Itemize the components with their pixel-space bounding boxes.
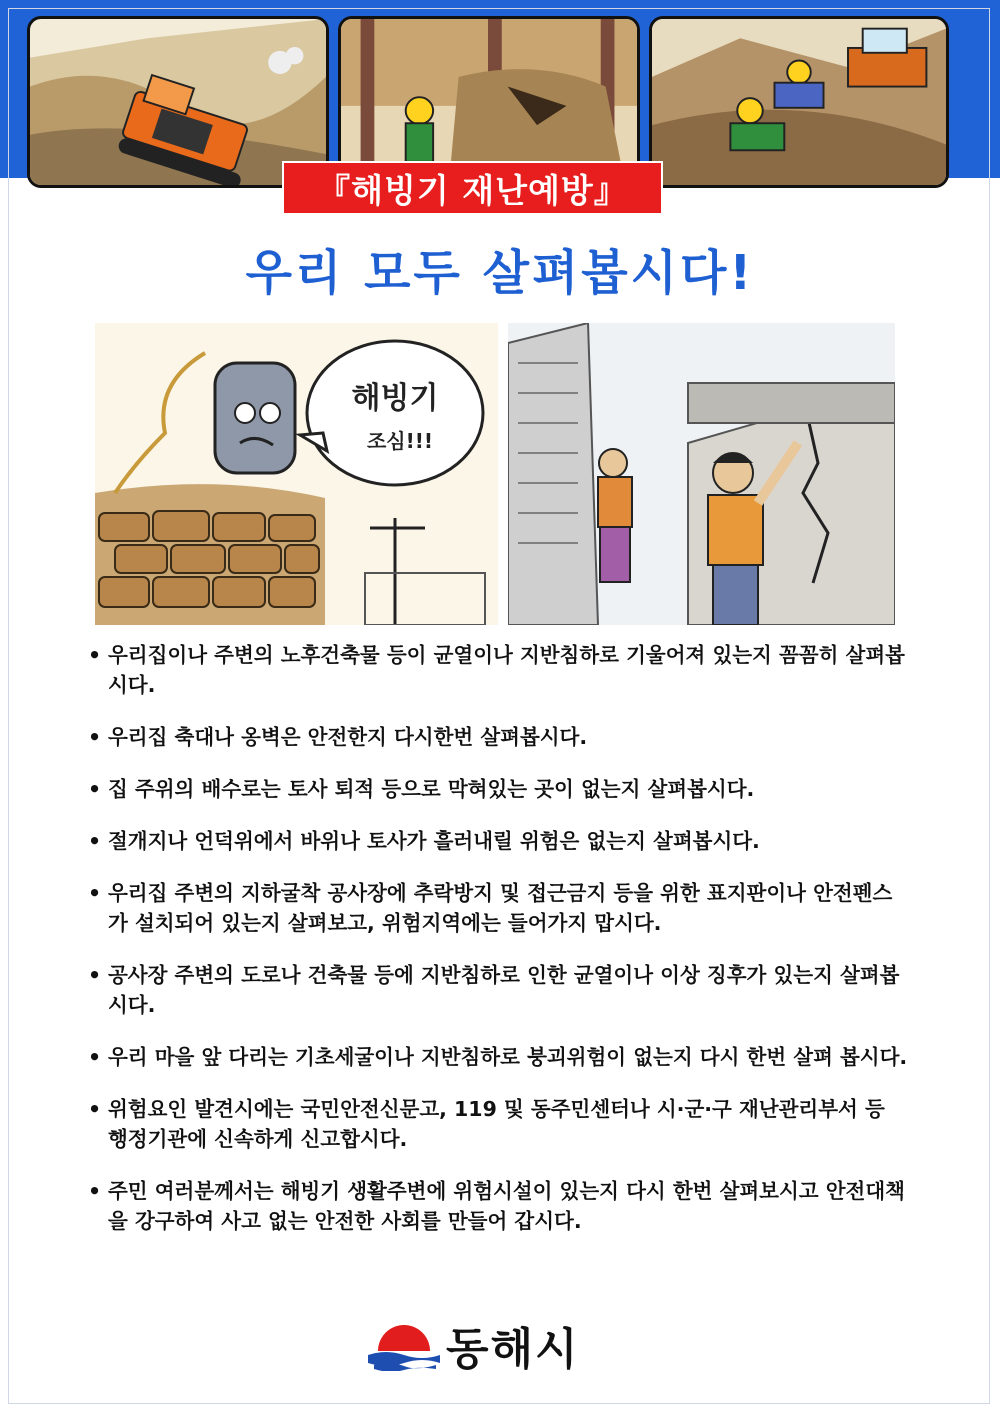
speech-bubble-line1: 해빙기 — [351, 381, 439, 416]
safety-checklist — [88, 640, 908, 1258]
checklist-item: • 집 주위의 배수로는 토사 퇴적 등으로 막혀있는 곳이 없는지 살펴봅시다. — [88, 774, 908, 804]
illustration-stone-wall — [95, 323, 498, 625]
checklist-item: • 주민 여러분께서는 해빙기 생활주변에 위험시설이 있는지 다시 한번 살펴보시고 안전대책을 강구하여 사고 없는 안전한 사회를 만들어 갑시다. — [88, 1176, 908, 1236]
campaign-title: 『해빙기 재난예방』 — [282, 161, 663, 215]
checklist-item: • 우리 마을 앞 다리는 기초세굴이나 지반침하로 붕괴위험이 없는지 다시 한번 살펴 봅시다. — [88, 1042, 908, 1072]
checklist-item: • 위험요인 발견시에는 국민안전신문고, 119 및 동주민센터나 시·군·구 재난관리부서 등 행정기관에 신속하게 신고합시다. — [88, 1094, 908, 1154]
campaign-subtitle: 우리 모두 살펴봅시다! — [245, 245, 755, 301]
checklist-item: • 우리집 축대나 옹벽은 안전한지 다시한번 살펴봅시다. — [88, 722, 908, 752]
checklist-item: • 공사장 주변의 도로나 건축물 등에 지반침하로 인한 균열이나 이상 징후가 있는지 살펴봅시다. — [88, 960, 908, 1020]
checklist-item: • 우리집 주변의 지하굴착 공사장에 추락방지 및 접근금지 등을 위한 표지판이나 안전펜스가 설치되어 있는지 살펴보고, 위험지역에는 들어가지 맙시다. — [88, 878, 908, 938]
city-logo — [368, 1315, 608, 1375]
checklist-item: • 우리집이나 주변의 노후건축물 등이 균열이나 지반침하로 기울어져 있는지 꼼꼼히 살펴봅시다. — [88, 640, 908, 700]
illustration-cracked-wall — [508, 323, 895, 625]
sun-wave-icon — [368, 1319, 440, 1371]
speech-bubble-line2: 조심!!! — [366, 429, 434, 453]
city-name: 동해시 — [446, 1324, 580, 1375]
comic-panel-landslide — [649, 16, 949, 188]
checklist-item: • 절개지나 언덕위에서 바위나 토사가 흘러내릴 위험은 없는지 살펴봅시다. — [88, 826, 908, 856]
